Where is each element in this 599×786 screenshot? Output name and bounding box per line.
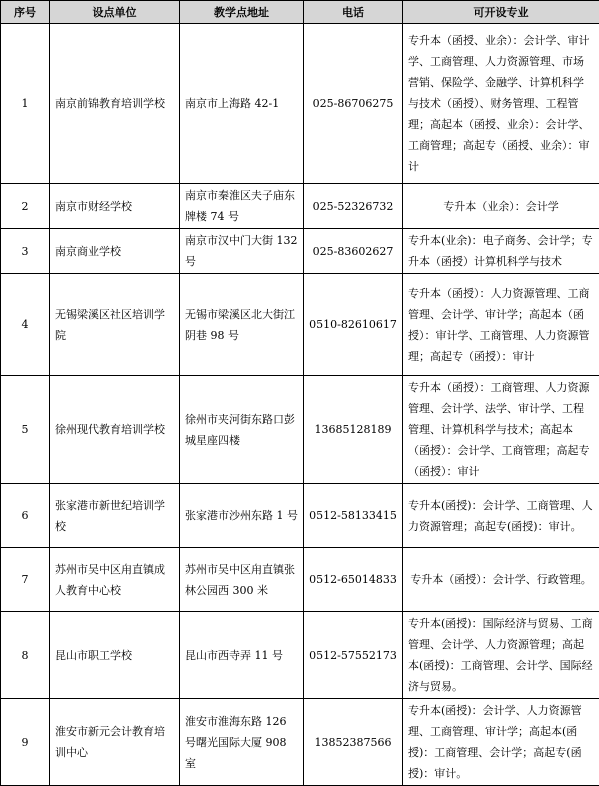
cell-address: 苏州市吴中区甪直镇张林公园西 300 米	[180, 548, 304, 612]
header-address: 教学点地址	[180, 1, 304, 24]
cell-seq: 2	[1, 184, 50, 229]
cell-seq: 5	[1, 376, 50, 484]
cell-unit: 张家港市新世纪培训学校	[50, 484, 180, 548]
table-row	[1, 24, 599, 184]
cell-phone: 13852387566	[304, 699, 403, 786]
cell-phone: 025-52326732	[304, 184, 403, 229]
cell-unit: 南京市财经学校	[50, 184, 180, 229]
cell-address: 南京市秦淮区夫子庙东牌楼 74 号	[180, 184, 304, 229]
cell-address: 徐州市夹河街东路口彭城星座四楼	[180, 376, 304, 484]
cell-majors: 专升本(函授)：会计学、人力资源管理、工商管理、审计学；高起本(函授)：工商管理、会计学；高起专(函授)：审计。	[403, 699, 599, 786]
cell-unit: 徐州现代教育培训学校	[50, 376, 180, 484]
table-row	[1, 376, 599, 484]
cell-majors: 专升本（函授、业余）：会计学、审计学、工商管理、人力资源管理、市场营销、保险学、金融学、计算机科学与技术（函授）、财务管理、工程管理；高起本（函授、业余）：会计学、工商管理；高起专（函授、业余）：审计	[403, 24, 599, 184]
cell-seq: 8	[1, 612, 50, 699]
cell-phone: 0512-65014833	[304, 548, 403, 612]
table-row	[1, 274, 599, 376]
header-phone: 电话	[304, 1, 403, 24]
table-row	[1, 612, 599, 699]
cell-unit: 昆山市职工学校	[50, 612, 180, 699]
header-seq: 序号	[1, 1, 50, 24]
table-row	[1, 229, 599, 274]
cell-majors: 专升本（业余）：会计学	[403, 184, 599, 229]
table-header-row	[1, 1, 599, 24]
table-row	[1, 484, 599, 548]
cell-unit: 苏州市吴中区甪直镇成人教育中心校	[50, 548, 180, 612]
cell-majors: 专升本（函授）：人力资源管理、工商管理、会计学、审计学；高起本（函授）：审计学、工商管理、人力资源管理；高起专（函授）：审计	[403, 274, 599, 376]
cell-address: 南京市上海路 42-1	[180, 24, 304, 184]
cell-phone: 13685128189	[304, 376, 403, 484]
cell-address: 昆山市西寺弄 11 号	[180, 612, 304, 699]
cell-majors: 专升本（函授）：会计学、行政管理。	[403, 548, 599, 612]
cell-address: 无锡市梁溪区北大街江阴巷 98 号	[180, 274, 304, 376]
header-unit: 设点单位	[50, 1, 180, 24]
cell-unit: 南京前锦教育培训学校	[50, 24, 180, 184]
cell-majors: 专升本(函授)：国际经济与贸易、工商管理、会计学、人力资源管理；高起本(函授)：工商管理、会计学、国际经济与贸易。	[403, 612, 599, 699]
cell-unit: 无锡梁溪区社区培训学院	[50, 274, 180, 376]
table-row	[1, 548, 599, 612]
header-majors: 可开设专业	[403, 1, 599, 24]
table-row	[1, 184, 599, 229]
cell-phone: 0512-57552173	[304, 612, 403, 699]
cell-majors: 专升本(函授)：会计学、工商管理、人力资源管理；高起专(函授)：审计。	[403, 484, 599, 548]
cell-address: 淮安市淮海东路 126 号曙光国际大厦 908 室	[180, 699, 304, 786]
cell-seq: 1	[1, 24, 50, 184]
cell-seq: 4	[1, 274, 50, 376]
cell-phone: 025-83602627	[304, 229, 403, 274]
cell-address: 张家港市沙州东路 1 号	[180, 484, 304, 548]
cell-unit: 南京商业学校	[50, 229, 180, 274]
cell-address: 南京市汉中门大街 132 号	[180, 229, 304, 274]
cell-phone: 0510-82610617	[304, 274, 403, 376]
cell-phone: 025-86706275	[304, 24, 403, 184]
cell-seq: 7	[1, 548, 50, 612]
cell-seq: 3	[1, 229, 50, 274]
cell-seq: 9	[1, 699, 50, 786]
cell-seq: 6	[1, 484, 50, 548]
table-row	[1, 699, 599, 786]
cell-majors: 专升本（函授）：工商管理、人力资源管理、会计学、法学、审计学、工程管理、计算机科学与技术；高起本（函授）：会计学、工商管理；高起专（函授）：审计	[403, 376, 599, 484]
cell-phone: 0512-58133415	[304, 484, 403, 548]
cell-unit: 淮安市新元会计教育培训中心	[50, 699, 180, 786]
cell-majors: 专升本(业余)：电子商务、会计学；专升本（函授）计算机科学与技术	[403, 229, 599, 274]
